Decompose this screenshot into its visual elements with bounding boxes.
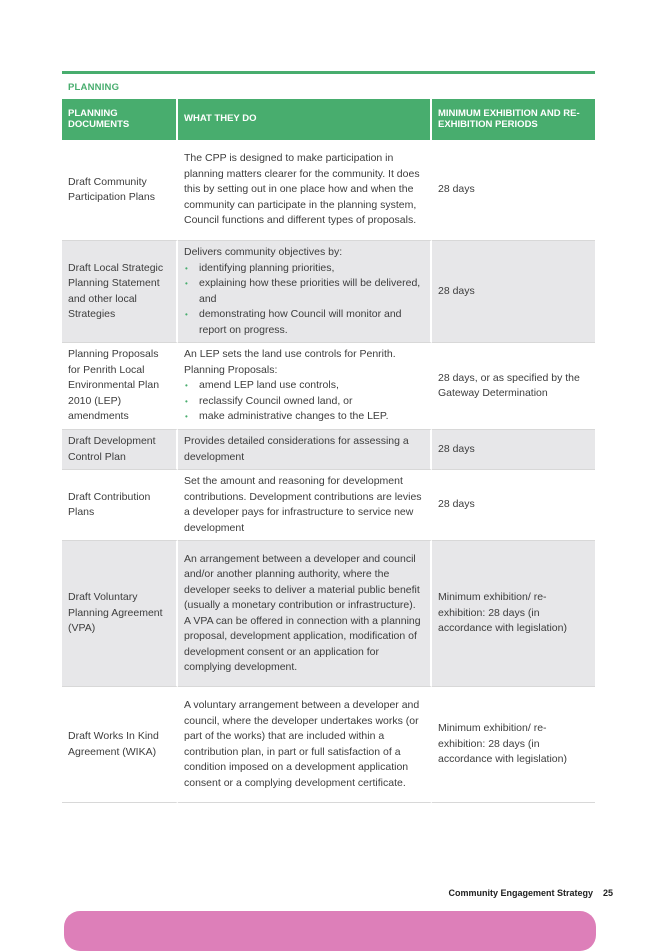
table-row (62, 430, 595, 470)
table-header-row (62, 99, 595, 140)
page-number: 25 (602, 888, 613, 898)
row-document: Draft Voluntary Planning Agreement (VPA) (62, 541, 178, 687)
row-description: A voluntary arrangement between a developer and council, where the developer undertakes works (or part of the works) that are included within a contribution plan, in part or full satisfaction of a condition imposed on a development application consent or a complying development certificate. (178, 687, 432, 803)
bullet-item: • amend LEP land use controls, (184, 378, 424, 394)
bullet-list (184, 378, 424, 425)
row-document: Draft Local Strategic Planning Statement and other local Strategies (62, 241, 178, 343)
section-top-rule (62, 71, 595, 74)
header-planning-documents: PLANNING DOCUMENTS (62, 99, 178, 140)
table-row (62, 343, 595, 430)
page-footer (448, 888, 613, 898)
decorative-footer-band (64, 911, 596, 951)
bullet-item: • reclassify Council owned land, or (184, 394, 424, 410)
row-document: Draft Development Control Plan (62, 430, 178, 470)
bullet-item: • identifying planning priorities, (184, 261, 424, 277)
row-period: 28 days, or as specified by the Gateway Determination (432, 343, 595, 430)
row-description: Set the amount and reasoning for development contributions. Development contributions are levies a developer pays for infrastructure to service new development (178, 470, 432, 541)
table-row (62, 687, 595, 803)
row-period: 28 days (432, 470, 595, 541)
row-document: Draft Works In Kind Agreement (WIKA) (62, 687, 178, 803)
row-period: Minimum exhibition/ re-exhibition: 28 days (in accordance with legislation) (432, 687, 595, 803)
row-description-intro: Delivers community objectives by: (184, 246, 343, 258)
row-description: The CPP is designed to make participation in planning matters clearer for the community. It does this by setting out in one place how and when the community can participate in the planning system, Council functions and different types of proposals. (178, 140, 432, 241)
row-period: 28 days (432, 241, 595, 343)
table-row (62, 470, 595, 541)
row-description-intro: An LEP sets the land use controls for Penrith. Planning Proposals: (184, 348, 396, 376)
row-description (178, 343, 432, 430)
bullet-list (184, 261, 424, 339)
row-period: 28 days (432, 140, 595, 241)
bullet-item: • demonstrating how Council will monitor and report on progress. (184, 307, 424, 338)
row-document: Draft Community Participation Plans (62, 140, 178, 241)
row-description: Provides detailed considerations for assessing a development (178, 430, 432, 470)
table-row (62, 140, 595, 241)
section-title: PLANNING (68, 82, 120, 93)
footer-title: Community Engagement Strategy (448, 888, 593, 898)
row-period: Minimum exhibition/ re-exhibition: 28 days (in accordance with legislation) (432, 541, 595, 687)
planning-table (62, 99, 595, 803)
table-row (62, 541, 595, 687)
row-period: 28 days (432, 430, 595, 470)
row-document: Draft Contribution Plans (62, 470, 178, 541)
bullet-item: • explaining how these priorities will be delivered, and (184, 276, 424, 307)
row-document: Planning Proposals for Penrith Local Environmental Plan 2010 (LEP) amendments (62, 343, 178, 430)
header-exhibition-periods: MINIMUM EXHIBITION AND RE-EXHIBITION PERIODS (432, 99, 595, 140)
table-row (62, 241, 595, 343)
row-description: An arrangement between a developer and council and/or another planning authority, where the developer seeks to deliver a material public benefit (usually a monetary contribution or infrastructure). A VPA can be offered in connection with a planning proposal, development application, modification of development consent or an application for complying development. (178, 541, 432, 687)
row-description (178, 241, 432, 343)
header-what-they-do: WHAT THEY DO (178, 99, 432, 140)
bullet-item: • make administrative changes to the LEP. (184, 409, 424, 425)
